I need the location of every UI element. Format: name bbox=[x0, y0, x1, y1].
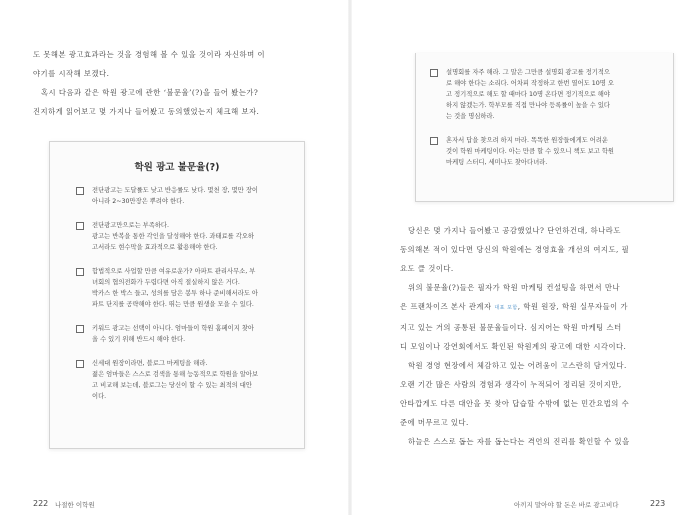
text-line: 준에 머무르고 있다. bbox=[400, 418, 469, 427]
text-line: 요도 클 것이다. bbox=[400, 264, 454, 273]
item-line: 것이 학원 마케팅이다. 아는 만큼 할 수 있으니 책도 보고 학원 bbox=[446, 148, 615, 155]
checklist-item bbox=[76, 358, 304, 402]
checklist-item bbox=[430, 135, 673, 168]
text-line: 위의 불문율(?)들은 필자가 학원 마케팅 컨설팅을 하면서 만나 bbox=[408, 283, 621, 292]
text-line: 안타깝게도 다른 대안을 못 찾아 답습할 수밖에 없는 민간요법의 수 bbox=[400, 399, 630, 408]
right-page bbox=[350, 0, 700, 515]
text-segment: 학원 원장, 학원 실무자들이 가 bbox=[523, 302, 629, 311]
item-line: 고서라도 현수막을 효과적으로 활용해야 한다. bbox=[92, 244, 218, 251]
checkbox[interactable] bbox=[76, 325, 84, 333]
item-line: 아니라 2~30만장은 뿌려야 한다. bbox=[92, 198, 185, 205]
text-line: 학원 경영 현장에서 체감하고 있는 어려움이 고스란히 담겨있다. bbox=[408, 361, 627, 370]
item-line: 전단광고는 도달률도 낮고 반응률도 낮다. 몇천 장, 몇만 장이 bbox=[92, 187, 259, 194]
item-line: 올 수 있기 위해 반드시 해야 한다. bbox=[92, 336, 186, 343]
text-line: 야기를 시작해 보겠다. bbox=[33, 69, 110, 78]
checkbox[interactable] bbox=[76, 187, 84, 195]
page-number: 223 bbox=[650, 499, 666, 508]
checklist bbox=[416, 53, 673, 168]
text-line: 동의해본 적이 있다면 당신의 학원에는 경영효율 개선의 여지도, 필 bbox=[400, 245, 630, 254]
text-segment: 은 프랜차이즈 본사 관계자 bbox=[400, 302, 495, 311]
item-line: 파트 단지를 공략해야 한다. 뛰는 만큼 원생을 모을 수 있다. bbox=[92, 301, 254, 308]
text-line: 오랜 기간 많은 사람의 경험과 생각이 누적되어 정리된 것이지만, bbox=[400, 380, 622, 389]
running-title: 나절한 이학원 bbox=[55, 501, 95, 509]
text-line: 당신은 몇 가지나 들어봤고 공감했었나? 단언하건대, 하나라도 bbox=[408, 226, 621, 235]
checklist-item bbox=[76, 266, 304, 310]
item-line: 신세대 원장이라면, 블로그 마케팅을 해라. bbox=[92, 360, 208, 367]
checklist bbox=[50, 185, 304, 402]
item-line: 고 정기적으로 해도 할 때마다 10명 온다면 정기적으로 해야 bbox=[446, 91, 610, 98]
item-line: 키워드 광고는 선택이 아니다. 엄마들이 학원 홈페이지 찾아 bbox=[92, 325, 254, 332]
running-title: 아끼지 말아야 할 돈은 바로 광고비다 bbox=[514, 501, 619, 509]
checkbox[interactable] bbox=[430, 137, 438, 145]
text-line: 혹시 다음과 같은 학원 광고에 관한 ‘불문율’(?)을 들어 봤는가? bbox=[41, 88, 259, 97]
checklist-item bbox=[76, 323, 304, 345]
page-number: 222 bbox=[33, 499, 49, 508]
item-line: 는 것을 명심하라. bbox=[446, 113, 495, 120]
text-line: 은 프랜차이즈 본사 관계자 대표 포함, 학원 원장, 학원 실무자들이 가 bbox=[400, 302, 629, 311]
text-line: 지고 있는 거의 공통된 불문율들이다. 심지어는 학원 마케팅 스터 bbox=[400, 323, 622, 332]
text-line: 도 못해본 광고효과라는 것을 경험해 볼 수 있을 것이라 자신하며 이 bbox=[33, 50, 266, 59]
item-line: 전단광고만으로는 부족하다. bbox=[92, 222, 169, 229]
intro-text bbox=[33, 45, 333, 121]
checkbox[interactable] bbox=[76, 268, 84, 276]
text-line: 디 모임이나 강연회에서도 확인된 학원계의 광고에 대한 시각이다. bbox=[400, 342, 627, 351]
item-line: 광고는 반복을 통한 각인을 달성해야 한다. 과태료를 각오하 bbox=[92, 233, 254, 240]
checkbox[interactable] bbox=[76, 222, 84, 230]
rules-card bbox=[49, 141, 305, 449]
item-line: 설명회를 자주 해라. 그 말은 그만큼 설명회 광고를 정기적으 bbox=[446, 69, 611, 76]
item-line: 고 비교해 보는데, 블로그는 당신이 할 수 있는 최적의 대안 bbox=[92, 382, 252, 389]
checkbox[interactable] bbox=[430, 69, 438, 77]
rules-card-continued bbox=[415, 53, 674, 202]
checklist-item bbox=[76, 220, 304, 253]
item-line: 하지 않겠는가. 학부모를 직접 만나야 등록률이 높을 수 있다 bbox=[446, 102, 611, 109]
body-text bbox=[400, 221, 685, 451]
checklist-item bbox=[430, 67, 673, 122]
item-line: 박카스 한 박스 들고, 성의를 담은 봉투 하나 준비해서라도 아 bbox=[92, 290, 259, 297]
item-line: 이다. bbox=[92, 393, 107, 400]
item-line: 마케팅 스터디, 세미나도 찾아다녀라. bbox=[446, 159, 548, 166]
annotation-tag: 대표 포함 bbox=[494, 305, 518, 311]
item-line: 합법적으로 사업할 만큼 여유로운가? 아파트 관리사무소, 부 bbox=[92, 268, 256, 275]
item-line: 로 해야 한다는 소리다. 어차피 작정하고 한번 열어도 10명 오 bbox=[446, 80, 614, 87]
item-line: 젊은 엄마들은 스스로 검색을 통해 능동적으로 학원을 알아보 bbox=[92, 371, 259, 378]
checklist-item bbox=[76, 185, 304, 207]
checkbox[interactable] bbox=[76, 360, 84, 368]
card-title: 학원 광고 불문율(?) bbox=[134, 162, 220, 173]
text-line: 하늘은 스스로 돕는 자를 돕는다는 격언의 진리를 확인할 수 있을 bbox=[408, 437, 630, 446]
item-line: 혼자서 답을 찾으려 하지 마라. 똑똑한 원장들에게도 어려운 bbox=[446, 137, 608, 144]
text-line: 진지하게 읽어보고 몇 가지나 들어봤고 동의했었는지 체크해 보자. bbox=[33, 107, 260, 116]
item-line: 녀회의 협의전화가 두렵다면 아직 절실하지 않은 거다. bbox=[92, 279, 240, 286]
